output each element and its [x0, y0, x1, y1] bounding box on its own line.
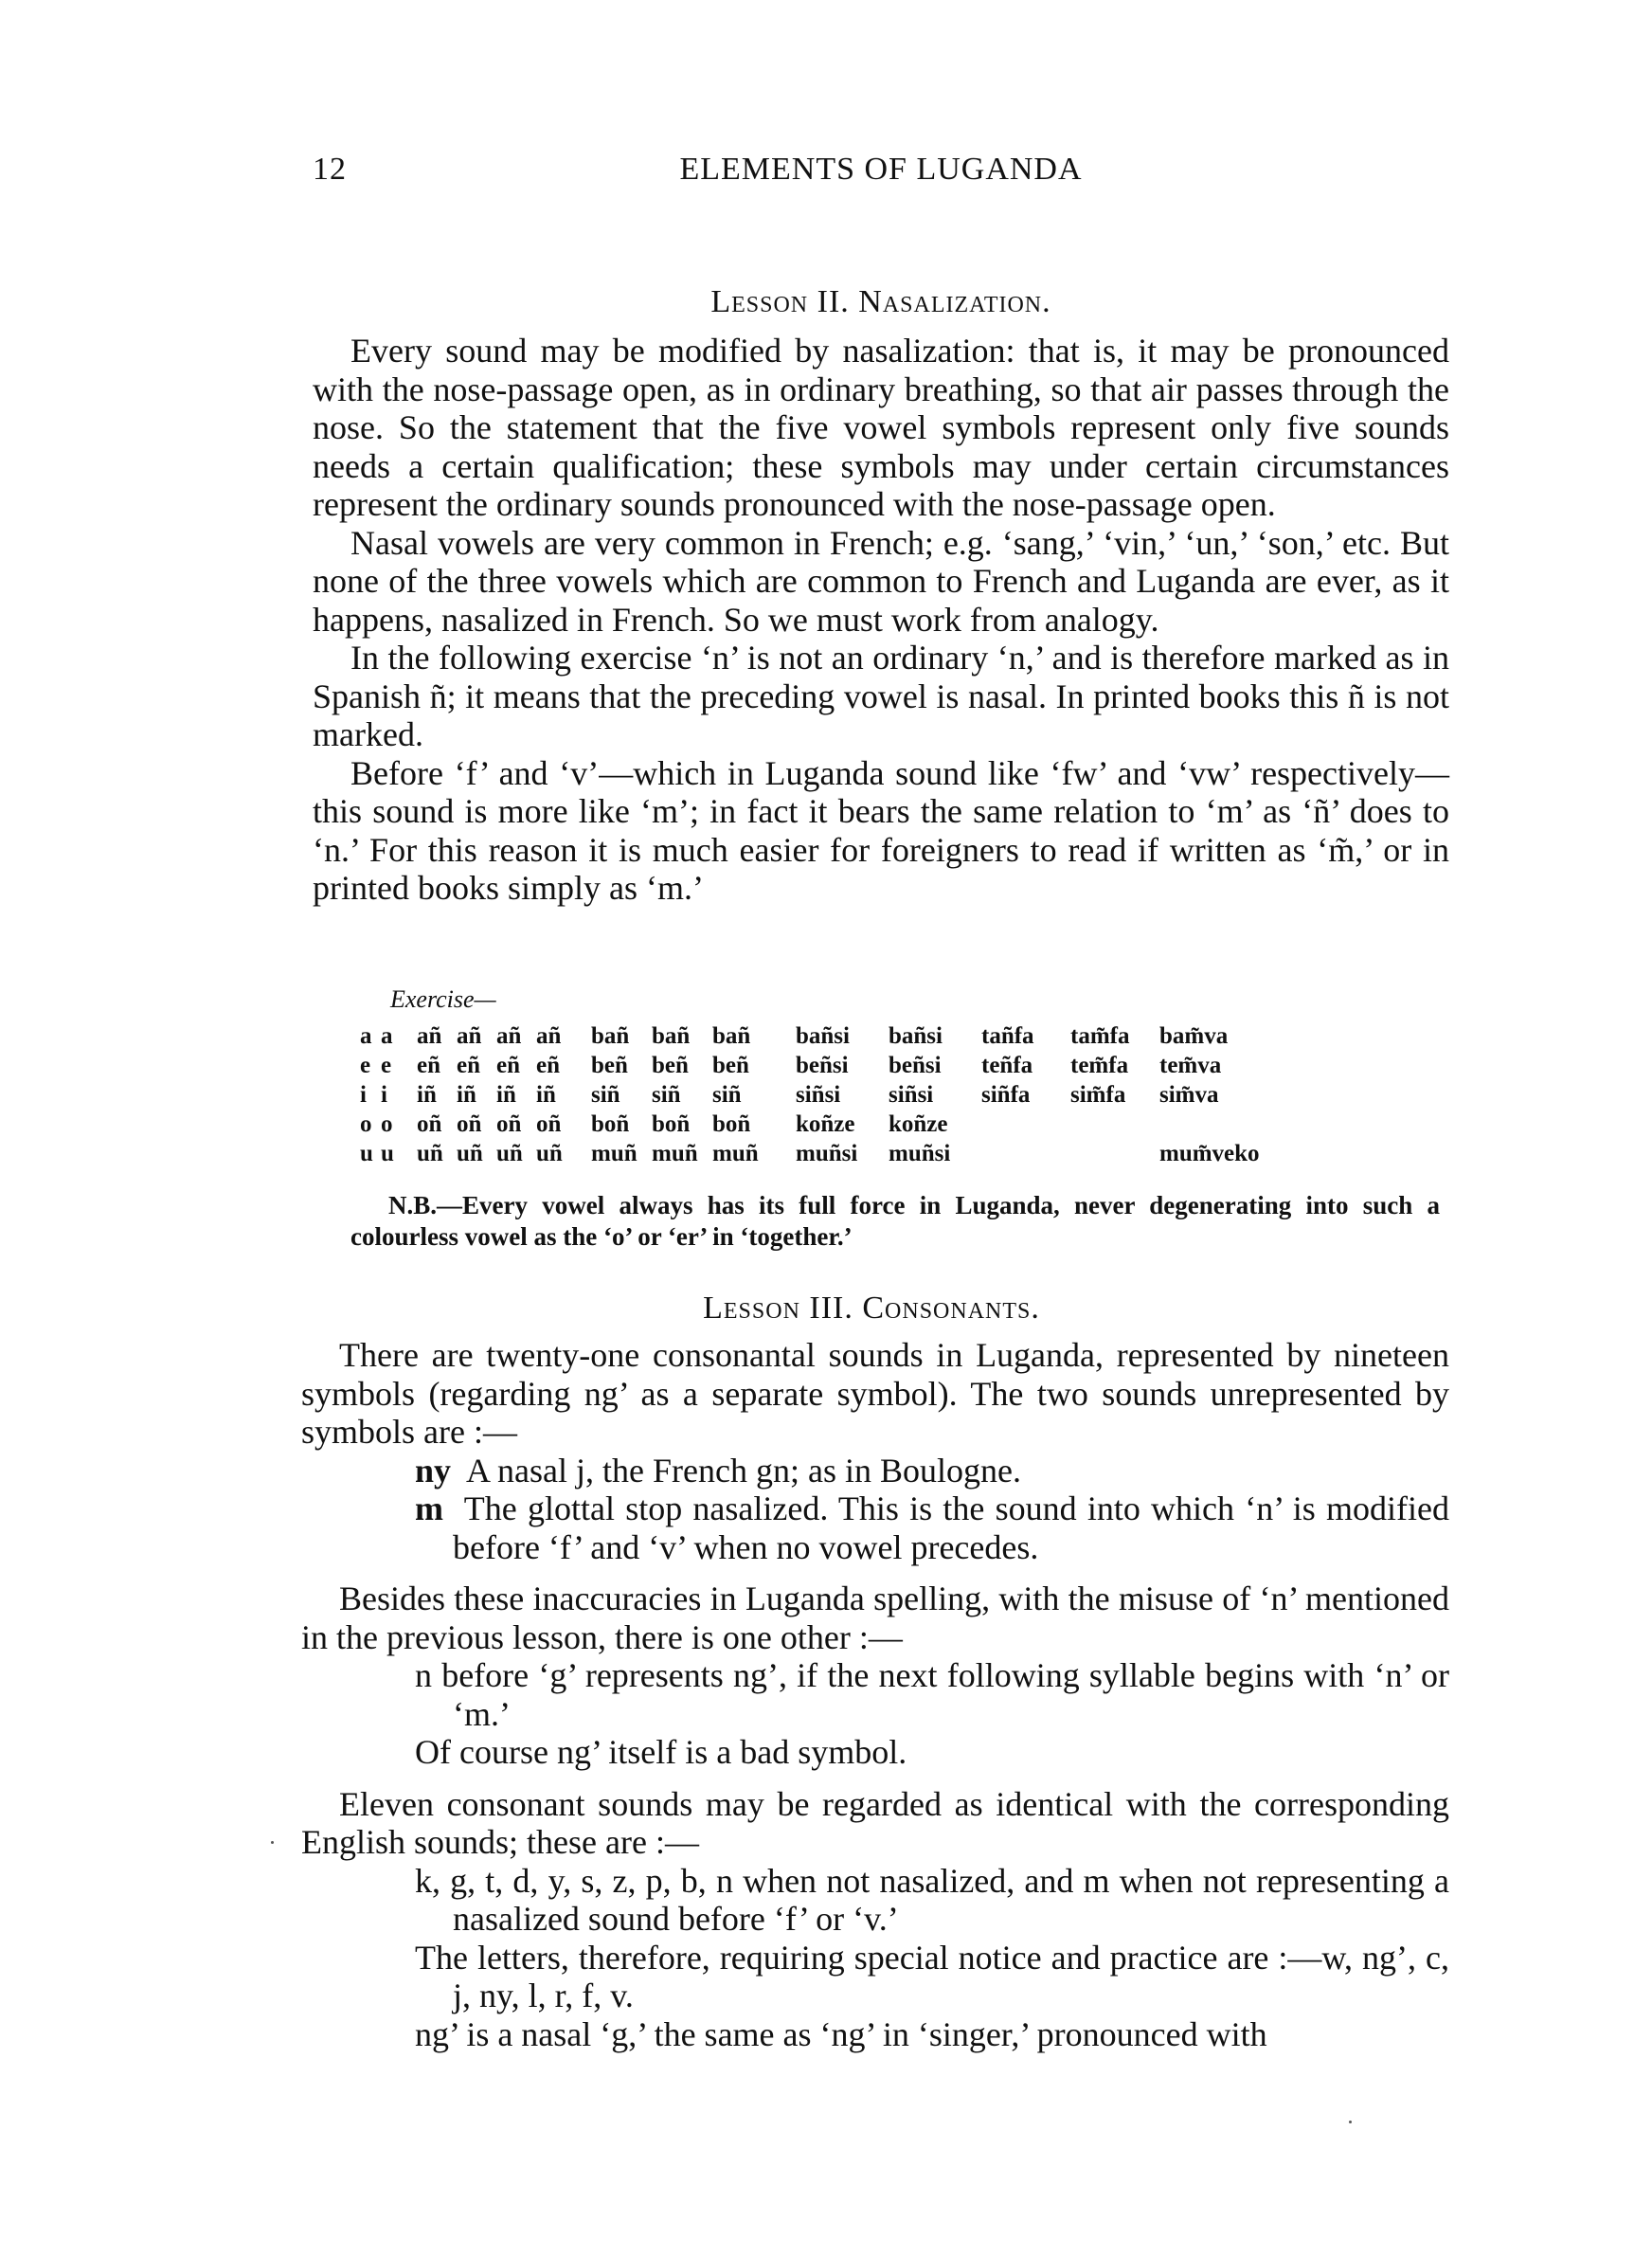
- lesson-2-paragraph: In the following exercise ‘n’ is not an ordinary ‘n,’ and is therefore marked as in Spanish ñ; it means that the preceding vowel is nasal. In printed books this ñ is not marked.: [313, 639, 1449, 753]
- exercise-row: [360, 1082, 1260, 1111]
- exercise-cell: muñsi: [889, 1141, 951, 1166]
- exercise-cell: oñ: [496, 1111, 522, 1137]
- exercise-cell: boñ: [712, 1111, 751, 1137]
- consonant-list-item: k, g, t, d, y, s, z, p, b, n when not nasalized, and m when not representing a nasalized sound before ‘f’ or ‘v.’: [415, 1861, 1449, 1938]
- exercise-cell: [981, 1111, 1070, 1141]
- exercise-cell: beñ: [652, 1053, 689, 1078]
- exercise-cell: bañsi: [796, 1023, 850, 1049]
- lesson-2-paragraph: Before ‘f’ and ‘v’—which in Luganda sound like ‘fw’ and ‘vw’ respectively—this sound is more like ‘m’; in fact it bears the same relation to ‘m’ as ‘ñ’ does to ‘n.’ For this reason it is much easier for foreigners to read if written as ‘m̃,’ or in printed books simply as ‘m.’: [313, 753, 1449, 907]
- lesson-3-intro: There are twenty-one consonantal sounds in Luganda, represented by nineteen symbols (regarding ng’ as a separate symbol). The two sounds unrepresented by symbols are :—: [301, 1336, 1449, 1451]
- exercise-cell: uñ: [457, 1141, 483, 1166]
- item-text: A nasal j, the French gn; as in Boulogne.: [466, 1451, 1021, 1490]
- exercise-cell: boñ: [652, 1111, 691, 1137]
- exercise-cell: bañ: [591, 1023, 630, 1049]
- exercise-cell: mum̃veko: [1159, 1141, 1260, 1166]
- exercise-cell: o: [381, 1111, 393, 1137]
- print-speck: [1349, 2121, 1352, 2123]
- print-speck: [271, 1841, 274, 1844]
- exercise-cell: sim̃va: [1159, 1082, 1219, 1108]
- item-symbol: m: [415, 1490, 443, 1527]
- exercise-cell: tañfa: [981, 1023, 1034, 1049]
- exercise-cell: oñ: [457, 1111, 482, 1137]
- exercise-cell: eñ: [457, 1053, 480, 1078]
- exercise-cell: [1159, 1111, 1260, 1141]
- exercise-cell: iñ: [457, 1082, 476, 1108]
- exercise-label: Exercise—: [390, 985, 496, 1013]
- exercise-cell: i: [381, 1082, 387, 1108]
- exercise-cell: añ: [536, 1023, 562, 1049]
- consonant-list-item: ng’ is a nasal ‘g,’ the same as ‘ng’ in ‘singer,’ pronounced with: [415, 2014, 1267, 2053]
- exercise-cell: tam̃fa: [1070, 1023, 1130, 1049]
- exercise-cell: beñ: [591, 1053, 628, 1078]
- exercise-note: [350, 1190, 1440, 1253]
- lesson-3-heading: Lesson III. Consonants.: [703, 1291, 1040, 1326]
- exercise-cell: bañsi: [889, 1023, 943, 1049]
- exercise-cell: u: [360, 1141, 373, 1166]
- exercise-row: [360, 1023, 1260, 1053]
- lesson-2-body: [313, 332, 1449, 908]
- consonant-list-item: The letters, therefore, requiring special notice and practice are :—w, ng’, c, j, ny, l, r, f, v.: [415, 1938, 1449, 2014]
- item-symbol: ny: [415, 1451, 452, 1490]
- exercise-cell: siñ: [652, 1082, 681, 1108]
- exercise-cell: u: [381, 1141, 394, 1166]
- running-title: ELEMENTS OF LUGANDA: [679, 152, 1083, 187]
- spelling-item: Of course ng’ itself is a bad symbol.: [415, 1733, 907, 1771]
- exercise-cell: iñ: [417, 1082, 437, 1108]
- exercise-cell: tem̃va: [1159, 1053, 1222, 1078]
- exercise-cell: koñze: [889, 1111, 948, 1137]
- exercise-cell: siñsi: [889, 1082, 934, 1108]
- exercise-row: [360, 1141, 1260, 1170]
- exercise-cell: eñ: [536, 1053, 560, 1078]
- exercise-cell: bañ: [712, 1023, 751, 1049]
- exercise-cell: uñ: [536, 1141, 563, 1166]
- exercise-cell: añ: [417, 1023, 442, 1049]
- exercise-cell: muñ: [652, 1141, 698, 1166]
- exercise-cell: oñ: [417, 1111, 442, 1137]
- exercise-cell: muñ: [712, 1141, 759, 1166]
- exercise-cell: beñsi: [796, 1053, 849, 1078]
- exercise-cell: beñ: [712, 1053, 749, 1078]
- exercise-cell: bañ: [652, 1023, 691, 1049]
- exercise-cell: beñsi: [889, 1053, 942, 1078]
- exercise-table: [360, 1023, 1260, 1170]
- running-head: [313, 152, 1449, 199]
- lesson-3-paragraph: Eleven consonant sounds may be regarded as identical with the corresponding English sounds; these are :—: [301, 1784, 1449, 1861]
- exercise-cell: eñ: [496, 1053, 520, 1078]
- lesson-3-paragraph: Besides these inaccuracies in Luganda spelling, with the misuse of ‘n’ mentioned in the previous lesson, there is one other :—: [301, 1580, 1449, 1656]
- exercise-cell: muñsi: [796, 1141, 858, 1166]
- spelling-item: n before ‘g’ represents ng’, if the next following syllable begins with ‘n’ or ‘m.’: [415, 1656, 1449, 1733]
- exercise-cell: muñ: [591, 1141, 637, 1166]
- exercise-cell: boñ: [591, 1111, 630, 1137]
- exercise-cell: iñ: [536, 1082, 556, 1108]
- exercise-cell: a: [381, 1023, 393, 1049]
- exercise-cell: siñ: [712, 1082, 742, 1108]
- exercise-cell: i: [360, 1082, 367, 1108]
- exercise-cell: siñsi: [796, 1082, 841, 1108]
- exercise-cell: añ: [496, 1023, 522, 1049]
- lesson-3-body: [301, 1336, 1449, 2053]
- item-text: The glottal stop nasalized. This is the sound into which ‘n’ is modified before ‘f’ and ‘v’ when no vowel precedes.: [453, 1490, 1449, 1566]
- exercise-cell: teñfa: [981, 1053, 1033, 1078]
- lesson-2-paragraph: Every sound may be modified by nasalization: that is, it may be pronounced with the nose-passage open, as in ordinary breathing, so that air passes through the nose. So the statement that the five vowel symbols represent only five sounds needs a certain qualification; these symbols may under certain circumstances represent the ordinary sounds pronounced with the nose-passage open.: [313, 332, 1449, 523]
- note-text: N.B.—Every vowel always has its full force in Luganda, never degenerating into such a colourless vowel as the ‘o’ or ‘er’ in ‘together.’: [350, 1191, 1440, 1251]
- exercise-cell: eñ: [417, 1053, 440, 1078]
- lesson-2-paragraph: Nasal vowels are very common in French; e.g. ‘sang,’ ‘vin,’ ‘un,’ ‘son,’ etc. But none of the three vowels which are common to French and Luganda are ever, as it happens, nasalized in French. So we must work from analogy.: [313, 523, 1449, 639]
- consonant-item-m: [301, 1490, 1449, 1566]
- exercise-cell: oñ: [536, 1111, 562, 1137]
- exercise-cell: koñze: [796, 1111, 855, 1137]
- exercise-cell: e: [381, 1053, 392, 1078]
- exercise-cell: e: [360, 1053, 371, 1078]
- page-number: 12: [313, 152, 347, 187]
- lesson-2-heading: Lesson II. Nasalization.: [710, 284, 1051, 319]
- exercise-cell: añ: [457, 1023, 482, 1049]
- exercise-cell: siñfa: [981, 1082, 1031, 1108]
- exercise-cell: uñ: [417, 1141, 443, 1166]
- exercise-cell: sim̃fa: [1070, 1082, 1126, 1108]
- exercise-cell: tem̃fa: [1070, 1053, 1129, 1078]
- exercise-cell: a: [360, 1023, 372, 1049]
- exercise-cell: siñ: [591, 1082, 620, 1108]
- exercise-cell: iñ: [496, 1082, 516, 1108]
- exercise-cell: [981, 1141, 1070, 1170]
- exercise-cell: o: [360, 1111, 372, 1137]
- exercise-cell: [1070, 1141, 1159, 1170]
- exercise-row: [360, 1111, 1260, 1141]
- consonant-item-ny: [301, 1452, 1449, 1490]
- exercise-cell: bam̃va: [1159, 1023, 1229, 1049]
- exercise-cell: uñ: [496, 1141, 523, 1166]
- exercise-row: [360, 1053, 1260, 1082]
- exercise-cell: [1070, 1111, 1159, 1141]
